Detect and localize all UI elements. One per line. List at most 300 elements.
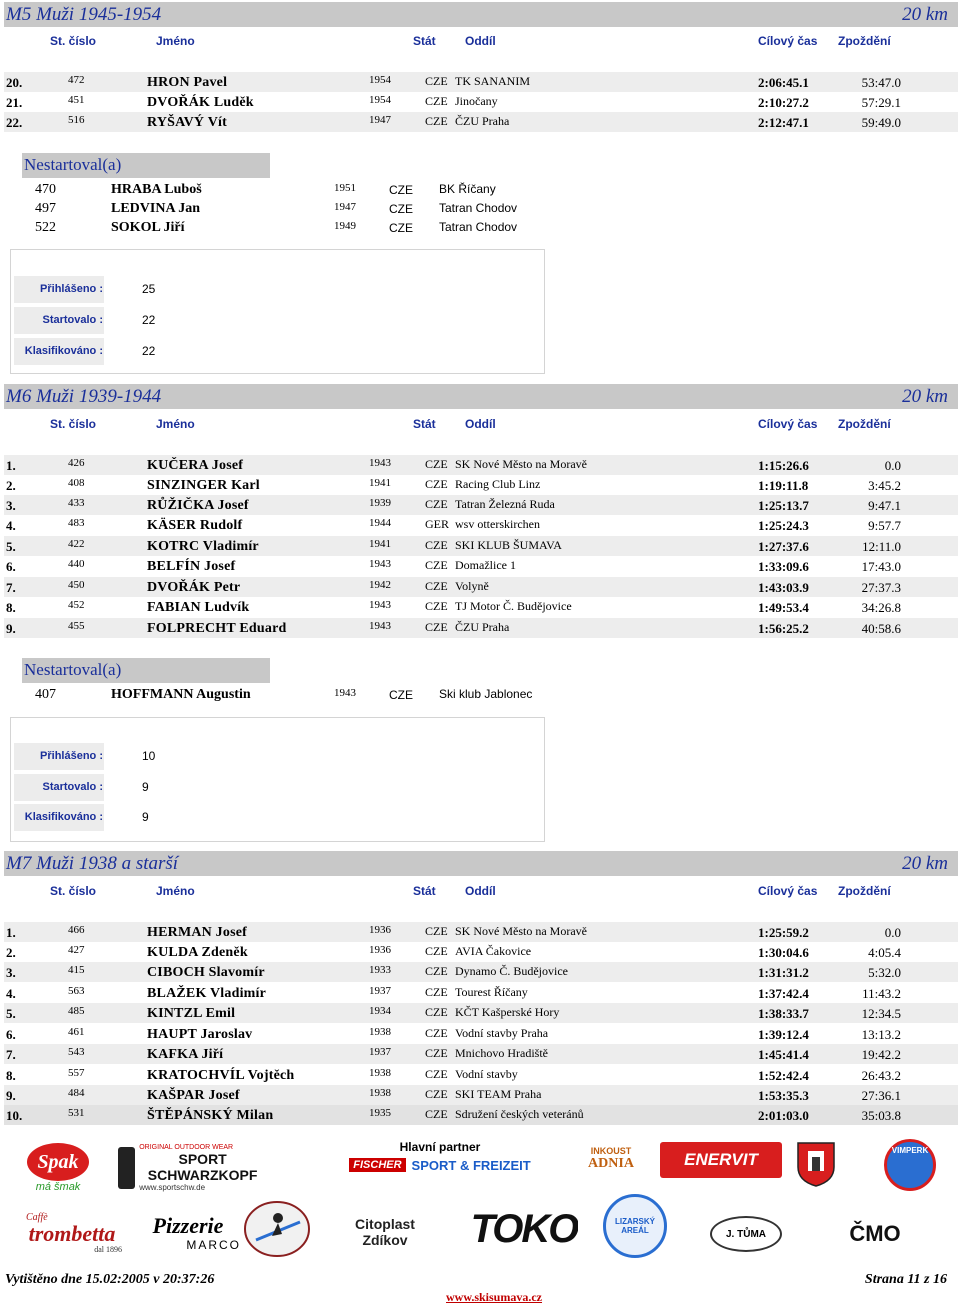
col-state: Stát	[413, 417, 436, 431]
dns-title: Nestartoval(a)	[24, 660, 122, 679]
registered-value: 25	[142, 282, 156, 296]
finish-time: 1:43:03.9	[758, 580, 809, 595]
category-bar-m6	[4, 384, 958, 409]
sport-freizeit-mark: SPORT & FREIZEIT	[411, 1157, 531, 1173]
col-club: Oddíl	[465, 417, 496, 431]
col-club: Oddíl	[465, 34, 496, 48]
col-club: Oddíl	[465, 884, 496, 898]
time-behind: 0.0	[884, 925, 901, 940]
col-time: Cílový čas	[758, 417, 818, 431]
athlete-name: KAFKA Jiří	[147, 1047, 224, 1062]
zdikov-label: Zdíkov	[362, 1232, 408, 1248]
col-no: St. číslo	[50, 417, 97, 431]
finish-time: 1:27:37.6	[758, 539, 809, 554]
time-behind: 19:42.2	[861, 1047, 901, 1062]
birth-year: 1936	[369, 924, 391, 936]
table-row	[4, 577, 958, 597]
time-behind: 13:13.2	[861, 1027, 901, 1042]
table-row	[4, 922, 958, 942]
table-row	[4, 112, 958, 132]
col-name: Jméno	[156, 417, 195, 431]
finish-time: 1:37:42.4	[758, 986, 809, 1001]
col-no: St. číslo	[50, 34, 97, 48]
country: GER	[425, 517, 449, 531]
athlete-name: SOKOL Jiří	[111, 220, 185, 235]
bib-number: 452	[68, 599, 85, 611]
table-row	[4, 597, 958, 617]
country: CZE	[425, 1087, 448, 1101]
bib-number: 466	[68, 924, 85, 936]
table-row	[4, 1003, 958, 1023]
country: CZE	[425, 558, 448, 572]
page-number: Strana 11 z 16	[864, 1272, 947, 1287]
sponsor-strip	[0, 1130, 960, 1260]
started-value: 9	[142, 780, 149, 794]
bib-number: 427	[68, 944, 85, 956]
birth-year: 1943	[369, 599, 391, 611]
stats-box	[10, 249, 545, 374]
bib-number: 408	[68, 477, 85, 489]
birth-year: 1947	[369, 114, 391, 126]
marco-label: MARCO	[186, 1238, 241, 1252]
country: CZE	[425, 1026, 448, 1040]
logo-lizarsky-areal	[598, 1192, 672, 1260]
country: CZE	[425, 964, 448, 978]
started-value: 22	[142, 313, 156, 327]
time-behind: 57:29.1	[861, 95, 901, 110]
birth-year: 1938	[369, 1087, 391, 1099]
col-lag: Zpoždění	[838, 34, 891, 48]
finish-time: 1:38:33.7	[758, 1006, 809, 1021]
classified-value: 22	[142, 344, 156, 358]
birth-year: 1938	[369, 1067, 391, 1079]
col-state: Stát	[413, 34, 436, 48]
finish-time: 1:25:24.3	[758, 518, 809, 533]
table-row	[4, 556, 958, 576]
col-lag: Zpoždění	[838, 417, 891, 431]
club: Mnichovo Hradiště	[455, 1046, 548, 1060]
rank: 3.	[6, 965, 16, 980]
finish-time: 1:39:12.4	[758, 1027, 809, 1042]
column-header	[0, 32, 960, 50]
category-distance: 20 km	[902, 853, 948, 874]
spak-mark: Spak	[27, 1143, 89, 1181]
rank: 7.	[6, 1047, 16, 1062]
birth-year: 1954	[369, 94, 391, 106]
time-behind: 27:36.1	[861, 1088, 901, 1103]
birth-year: 1943	[334, 687, 356, 699]
athlete-name: RŮŽIČKA Josef	[147, 498, 249, 513]
time-behind: 12:11.0	[862, 539, 901, 554]
country: CZE	[425, 94, 448, 108]
logo-trombetta	[22, 1208, 122, 1258]
dns-header	[22, 658, 270, 683]
column-header	[0, 882, 960, 900]
logo-inkoust-adnia	[572, 1140, 650, 1178]
dns-row	[0, 180, 960, 200]
time-behind: 0.0	[884, 458, 901, 473]
printed-date: Vytištěno dne 15.02:2005 v 20:37:26	[5, 1272, 215, 1287]
time-behind: 35:03.8	[861, 1108, 901, 1123]
finish-time: 1:33:09.6	[758, 559, 809, 574]
logo-tuma	[708, 1214, 784, 1254]
club: ČZU Praha	[455, 620, 510, 634]
logo-coat-of-arms	[795, 1138, 837, 1188]
athlete-name: DVOŘÁK Luděk	[147, 95, 254, 110]
finish-time: 1:30:04.6	[758, 945, 809, 960]
athlete-name: KOTRC Vladimír	[147, 539, 259, 554]
birth-year: 1937	[369, 985, 391, 997]
athlete-name: HERMAN Josef	[147, 925, 247, 940]
table-row	[4, 536, 958, 556]
athlete-name: ŠTĚPÁNSKÝ Milan	[147, 1108, 274, 1123]
lizarsky-mark: LIZARSKÝ AREÁL	[603, 1194, 667, 1258]
finish-time: 1:53:35.3	[758, 1088, 809, 1103]
rank: 22.	[6, 115, 23, 130]
category-bar-m5	[4, 2, 958, 27]
finish-time: 2:01:03.0	[758, 1108, 809, 1123]
dns-row	[0, 199, 960, 219]
birth-year: 1936	[369, 944, 391, 956]
table-row	[4, 942, 958, 962]
birth-year: 1942	[369, 579, 391, 591]
logo-citoplast	[345, 1210, 425, 1254]
birth-year: 1943	[369, 558, 391, 570]
bib-number: 543	[68, 1046, 85, 1058]
time-behind: 4:05.4	[868, 945, 901, 960]
club: wsv otterskirchen	[455, 517, 540, 531]
main-partner-label: Hlavní partner	[399, 1139, 481, 1154]
time-behind: 59:49.0	[861, 115, 901, 130]
rank: 1.	[6, 458, 16, 473]
athlete-name: KINTZL Emil	[147, 1006, 236, 1021]
table-row	[4, 1044, 958, 1064]
table-row	[4, 495, 958, 515]
classified-value: 9	[142, 810, 149, 824]
club: Dynamo Č. Budějovice	[455, 964, 568, 978]
logo-vimperk	[880, 1136, 940, 1194]
rank: 5.	[6, 539, 16, 554]
birth-year: 1949	[334, 220, 356, 232]
rank: 3.	[6, 498, 16, 513]
athlete-name: KÄSER Rudolf	[147, 518, 243, 533]
logo-pizzerie-marco	[135, 1208, 241, 1258]
country: CZE	[425, 599, 448, 613]
time-behind: 34:26.8	[861, 600, 901, 615]
rank: 10.	[6, 1108, 23, 1123]
country: CZE	[389, 183, 413, 197]
athlete-name: DVOŘÁK Petr	[147, 580, 241, 595]
cmo-mark: ČMO	[849, 1221, 901, 1246]
club: Sdružení českých veteránů	[455, 1107, 584, 1121]
logo-skier	[236, 1198, 318, 1260]
club: TJ Motor Č. Budějovice	[455, 599, 572, 613]
country: CZE	[425, 114, 448, 128]
rank: 7.	[6, 580, 16, 595]
finish-time: 1:52:42.4	[758, 1068, 809, 1083]
birth-year: 1941	[369, 477, 391, 489]
skier-icon	[242, 1200, 312, 1258]
time-behind: 17:43.0	[861, 559, 901, 574]
club: TK SANANIM	[455, 74, 530, 88]
time-behind: 9:57.7	[868, 518, 901, 533]
club: Jinočany	[455, 94, 498, 108]
bib-number: 470	[35, 182, 56, 197]
table-row	[4, 983, 958, 1003]
birth-year: 1939	[369, 497, 391, 509]
bib-number: 407	[35, 687, 56, 702]
club: Vodní stavby Praha	[455, 1026, 549, 1040]
col-lag: Zpoždění	[838, 884, 891, 898]
club: Ski klub Jablonec	[439, 687, 533, 701]
birth-year: 1954	[369, 74, 391, 86]
birth-year: 1935	[369, 1107, 391, 1119]
table-row	[4, 618, 958, 638]
athlete-name: FABIAN Ludvík	[147, 600, 250, 615]
athlete-name: KAŠPAR Josef	[147, 1088, 240, 1103]
country: CZE	[389, 221, 413, 235]
schwarzkopf-tagline: ORIGINAL OUTDOOR WEAR	[139, 1143, 234, 1151]
bib-number: 497	[35, 201, 56, 216]
category-distance: 20 km	[902, 4, 948, 25]
rank: 8.	[6, 600, 16, 615]
schwarzkopf-emblem	[118, 1147, 135, 1189]
club: Tatran Chodov	[439, 220, 518, 234]
caffe-label: Caffè	[26, 1212, 48, 1223]
pizzerie-label: Pizzerie	[152, 1213, 224, 1238]
dns-row	[0, 218, 960, 238]
bib-number: 483	[68, 517, 85, 529]
time-behind: 40:58.6	[861, 621, 901, 636]
country: CZE	[425, 1046, 448, 1060]
finish-time: 2:10:27.2	[758, 95, 809, 110]
rank: 4.	[6, 986, 16, 1001]
citoplast-label: Citoplast	[355, 1216, 415, 1232]
bib-number: 516	[68, 114, 85, 126]
bib-number: 415	[68, 964, 85, 976]
rank: 9.	[6, 1088, 16, 1103]
club: AVIA Čakovice	[455, 944, 532, 958]
club: Volyně	[455, 579, 489, 593]
rank: 5.	[6, 1006, 16, 1021]
bib-number: 461	[68, 1026, 85, 1038]
coat-of-arms-icon	[796, 1139, 836, 1187]
club: SK Nové Město na Moravě	[455, 924, 587, 938]
rank: 6.	[6, 559, 16, 574]
table-row	[4, 515, 958, 535]
table-row	[4, 1065, 958, 1085]
athlete-name: HAUPT Jaroslav	[147, 1027, 253, 1042]
athlete-name: HOFFMANN Augustin	[111, 687, 251, 702]
birth-year: 1947	[334, 201, 356, 213]
table-row	[4, 475, 958, 495]
enervit-mark: ENERVIT	[684, 1150, 758, 1169]
col-no: St. číslo	[50, 884, 97, 898]
birth-year: 1937	[369, 1046, 391, 1058]
country: CZE	[425, 620, 448, 634]
column-header	[0, 415, 960, 433]
bib-number: 522	[35, 220, 56, 235]
trombetta-year: dal 1896	[94, 1245, 122, 1254]
bib-number: 433	[68, 497, 85, 509]
time-behind: 3:45.2	[868, 478, 901, 493]
country: CZE	[425, 74, 448, 88]
bib-number: 451	[68, 94, 85, 106]
birth-year: 1938	[369, 1026, 391, 1038]
finish-time: 1:49:53.4	[758, 600, 809, 615]
tuma-mark: J. TŮMA	[710, 1216, 782, 1252]
finish-time: 1:19:11.8	[758, 478, 809, 493]
table-row	[4, 455, 958, 475]
logo-enervit	[660, 1142, 782, 1178]
athlete-name: RYŠAVÝ Vít	[147, 115, 227, 130]
vimperk-mark: VIMPERK	[884, 1139, 936, 1191]
adnia-label: ADNIA	[588, 1156, 634, 1171]
club: KČT Kašperské Hory	[455, 1005, 560, 1019]
bib-number: 485	[68, 1005, 85, 1017]
logo-spak	[22, 1138, 94, 1198]
logo-cmo	[838, 1214, 912, 1254]
rank: 2.	[6, 945, 16, 960]
birth-year: 1933	[369, 964, 391, 976]
country: CZE	[425, 538, 448, 552]
bib-number: 557	[68, 1067, 85, 1079]
rank: 20.	[6, 75, 23, 90]
club: SKI TEAM Praha	[455, 1087, 542, 1101]
logo-schwarzkopf	[118, 1135, 266, 1200]
logo-toko	[470, 1202, 578, 1256]
category-title: M7 Muži 1938 a starší	[6, 853, 179, 874]
birth-year: 1943	[369, 620, 391, 632]
club: Vodní stavby	[455, 1067, 518, 1081]
table-row	[4, 1024, 958, 1044]
table-row	[4, 1085, 958, 1105]
finish-time: 2:12:47.1	[758, 115, 809, 130]
finish-time: 1:45:41.4	[758, 1047, 809, 1062]
table-row	[4, 962, 958, 982]
country: CZE	[425, 924, 448, 938]
bib-number: 484	[68, 1087, 85, 1099]
table-row	[4, 92, 958, 112]
country: CZE	[425, 579, 448, 593]
rank: 2.	[6, 478, 16, 493]
time-behind: 12:34.5	[861, 1006, 901, 1021]
toko-mark: TOKO	[470, 1206, 578, 1251]
club: Tatran Chodov	[439, 201, 518, 215]
bib-number: 531	[68, 1107, 85, 1119]
athlete-name: SINZINGER Karl	[147, 478, 260, 493]
finish-time: 1:15:26.6	[758, 458, 809, 473]
athlete-name: BLAŽEK Vladimír	[147, 986, 267, 1001]
bib-number: 563	[68, 985, 85, 997]
dns-row	[0, 685, 960, 705]
club: BK Říčany	[439, 182, 496, 196]
col-name: Jméno	[156, 884, 195, 898]
bib-number: 422	[68, 538, 85, 550]
bib-number: 426	[68, 457, 85, 469]
rank: 21.	[6, 95, 23, 110]
trombetta-label: trombetta	[28, 1221, 116, 1246]
birth-year: 1943	[369, 457, 391, 469]
time-behind: 27:37.3	[861, 580, 901, 595]
logo-main-partner	[330, 1134, 550, 1178]
rank: 4.	[6, 518, 16, 533]
birth-year: 1944	[369, 517, 391, 529]
athlete-name: HRON Pavel	[147, 75, 228, 90]
bib-number: 450	[68, 579, 85, 591]
country: CZE	[425, 1005, 448, 1019]
athlete-name: KUČERA Josef	[147, 458, 244, 473]
athlete-name: FOLPRECHT Eduard	[147, 621, 287, 636]
athlete-name: HRABA Luboš	[111, 182, 202, 197]
rank: 6.	[6, 1027, 16, 1042]
col-name: Jméno	[156, 34, 195, 48]
country: CZE	[389, 202, 413, 216]
finish-time: 1:56:25.2	[758, 621, 809, 636]
club: SKI KLUB ŠUMAVA	[455, 538, 562, 552]
bib-number: 455	[68, 620, 85, 632]
club: ČZU Praha	[455, 114, 510, 128]
time-behind: 9:47.1	[868, 498, 901, 513]
table-row	[4, 1105, 958, 1125]
col-time: Cílový čas	[758, 884, 818, 898]
country: CZE	[425, 457, 448, 471]
classified-label: Klasifikováno :	[14, 338, 104, 365]
birth-year: 1951	[334, 182, 356, 194]
dns-title: Nestartoval(a)	[24, 155, 122, 174]
rank: 1.	[6, 925, 16, 940]
birth-year: 1941	[369, 538, 391, 550]
country: CZE	[425, 497, 448, 511]
birth-year: 1934	[369, 1005, 391, 1017]
finish-time: 1:25:59.2	[758, 925, 809, 940]
country: CZE	[425, 944, 448, 958]
club: Domažlice 1	[455, 558, 516, 572]
fischer-mark: FISCHER	[349, 1158, 405, 1172]
website-link[interactable]: www.skisumava.cz	[446, 1290, 543, 1304]
time-behind: 26:43.2	[861, 1068, 901, 1083]
finish-time: 1:25:13.7	[758, 498, 809, 513]
classified-label: Klasifikováno :	[14, 804, 104, 831]
athlete-name: KULDA Zdeněk	[147, 945, 248, 960]
country: CZE	[425, 1067, 448, 1081]
category-title: M5 Muži 1945-1954	[6, 4, 162, 25]
started-label: Startovalo :	[14, 307, 104, 334]
rank: 8.	[6, 1068, 16, 1083]
table-row	[4, 72, 958, 92]
category-distance: 20 km	[902, 386, 948, 407]
col-state: Stát	[413, 884, 436, 898]
finish-time: 2:06:45.1	[758, 75, 809, 90]
country: CZE	[425, 985, 448, 999]
club: Racing Club Linz	[455, 477, 541, 491]
rank: 9.	[6, 621, 16, 636]
registered-label: Přihlášeno :	[14, 743, 104, 770]
athlete-name: BELFÍN Josef	[147, 559, 236, 574]
col-time: Cílový čas	[758, 34, 818, 48]
club: Tourest Říčany	[455, 985, 528, 999]
registered-value: 10	[142, 749, 156, 763]
registered-label: Přihlášeno :	[14, 276, 104, 303]
category-bar-m7	[4, 851, 958, 876]
time-behind: 5:32.0	[868, 965, 901, 980]
bib-number: 440	[68, 558, 85, 570]
schwarzkopf-name: SPORT SCHWARZKOPF	[147, 1150, 258, 1183]
finish-time: 1:31:31.2	[758, 965, 809, 980]
athlete-name: KRATOCHVÍL Vojtěch	[147, 1068, 295, 1083]
country: CZE	[425, 477, 448, 491]
stats-box	[10, 717, 545, 842]
